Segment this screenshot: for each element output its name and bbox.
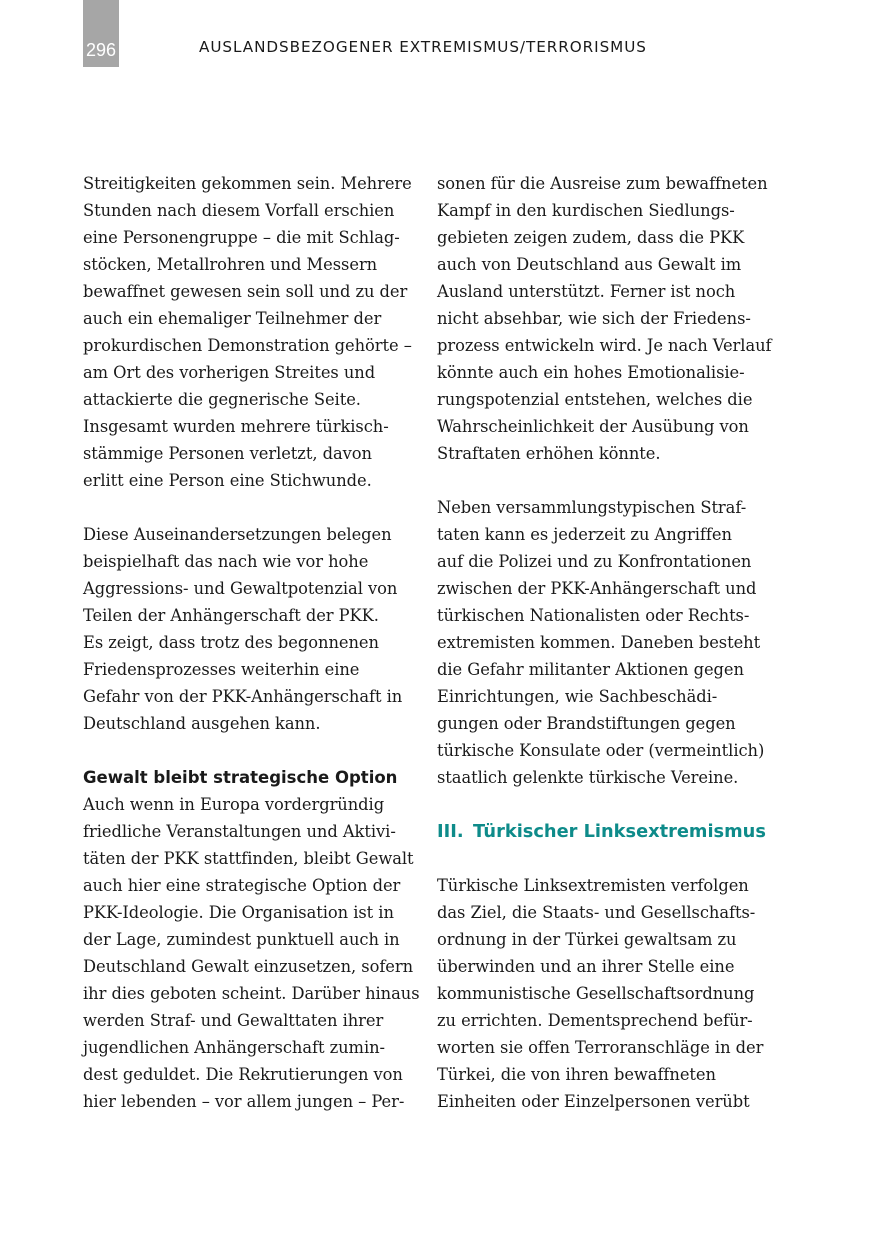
text-line: sonen für die Ausreise zum bewaffneten	[437, 174, 768, 193]
text-line: rungspotenzial entstehen, welches die	[437, 390, 753, 409]
text-line: jugendlichen Anhängerschaft zumin-	[83, 1038, 385, 1057]
text-line: Einheiten oder Einzelpersonen verübt	[437, 1092, 750, 1111]
paragraph	[437, 872, 762, 1115]
text-line: täten der PKK stattfinden, bleibt Gewalt	[83, 849, 414, 868]
text-line: prozess entwickeln wird. Je nach Verlauf	[437, 336, 772, 355]
text-line: staatlich gelenkte türkische Vereine.	[437, 768, 739, 787]
text-line: Diese Auseinandersetzungen belegen	[83, 525, 392, 544]
text-line: Deutschland ausgehen kann.	[83, 714, 321, 733]
text-line: ordnung in der Türkei gewaltsam zu	[437, 930, 737, 949]
text-line: auf die Polizei und zu Konfrontationen	[437, 552, 752, 571]
text-line: Neben versammlungstypischen Straf-	[437, 498, 747, 517]
text-line: Einrichtungen, wie Sachbeschädi-	[437, 687, 718, 706]
paragraph	[83, 791, 420, 1115]
text-line: Auch wenn in Europa vordergründig	[83, 795, 385, 814]
text-line: Friedensprozesses weiterhin eine	[83, 660, 360, 679]
page-number: 296	[85, 40, 117, 60]
text-line: Wahrscheinlichkeit der Ausübung von	[437, 417, 749, 436]
paragraph	[83, 521, 408, 737]
text-line: erlitt eine Person eine Stichwunde.	[83, 471, 372, 490]
text-line: eine Personengruppe – die mit Schlag-	[83, 228, 400, 247]
text-line: auch von Deutschland aus Gewalt im	[437, 255, 742, 274]
left-column	[83, 170, 420, 1115]
text-line: Türkische Linksextremisten verfolgen	[437, 876, 749, 895]
text-line: Deutschland Gewalt einzusetzen, sofern	[83, 957, 414, 976]
paragraph	[437, 494, 765, 791]
text-line: Es zeigt, dass trotz des begonnenen	[83, 633, 379, 652]
text-line: am Ort des vorherigen Streites und	[83, 363, 376, 382]
section-heading	[437, 818, 766, 845]
section-title: Türkischer Linksextremismus	[473, 821, 766, 842]
text-line: friedliche Veranstaltungen und Aktivi-	[83, 822, 396, 841]
text-line: bewaffnet gewesen sein soll und zu der	[83, 282, 408, 301]
text-line: nicht absehbar, wie sich der Friedens-	[437, 309, 751, 328]
text-line: Kampf in den kurdischen Siedlungs-	[437, 201, 735, 220]
text-line: das Ziel, die Staats- und Gesellschafts-	[437, 903, 756, 922]
text-line: Insgesamt wurden mehrere türkisch-	[83, 417, 389, 436]
text-line: attackierte die gegnerische Seite.	[83, 390, 361, 409]
text-line: Aggressions- und Gewaltpotenzial von	[83, 579, 398, 598]
paragraph	[437, 170, 772, 467]
page-number-tab	[83, 0, 119, 67]
text-line: werden Straf- und Gewalttaten ihrer	[83, 1011, 384, 1030]
text-line: beispielhaft das nach wie vor hohe	[83, 552, 369, 571]
paragraph-gap	[83, 737, 408, 764]
running-header: AUSLANDSBEZOGENER EXTREMISMUS/TERRORISMUS	[199, 38, 647, 56]
text-line: gebieten zeigen zudem, dass die PKK	[437, 228, 745, 247]
text-line: Ausland unterstützt. Ferner ist noch	[437, 282, 736, 301]
right-column	[437, 170, 772, 1115]
text-line: dest geduldet. Die Rekrutierungen von	[83, 1065, 403, 1084]
text-line: prokurdischen Demonstration gehörte –	[83, 336, 412, 355]
text-line: die Gefahr militanter Aktionen gegen	[437, 660, 744, 679]
text-line: türkischen Nationalisten oder Rechts-	[437, 606, 750, 625]
text-line: könnte auch ein hohes Emotionalisie-	[437, 363, 745, 382]
text-line: auch hier eine strategische Option der	[83, 876, 401, 895]
text-line: taten kann es jederzeit zu Angriffen	[437, 525, 732, 544]
text-line: Teilen der Anhängerschaft der PKK.	[83, 606, 379, 625]
paragraph-gap	[437, 845, 762, 872]
text-line: kommunistische Gesellschaftsordnung	[437, 984, 755, 1003]
paragraph-gap	[83, 494, 408, 521]
paragraph-gap	[437, 467, 762, 494]
text-line: Streitigkeiten gekommen sein. Mehrere	[83, 174, 412, 193]
subheading: Gewalt bleibt strategische Option	[83, 768, 398, 787]
text-line: stöcken, Metallrohren und Messern	[83, 255, 378, 274]
text-line: auch ein ehemaliger Teilnehmer der	[83, 309, 382, 328]
text-line: ihr dies geboten scheint. Darüber hinaus	[83, 984, 420, 1003]
text-line: extremisten kommen. Daneben besteht	[437, 633, 761, 652]
text-line: zu errichten. Dementsprechend befür-	[437, 1011, 753, 1030]
text-line: Stunden nach diesem Vorfall erschien	[83, 201, 395, 220]
text-line: PKK-Ideologie. Die Organisation ist in	[83, 903, 394, 922]
text-line: der Lage, zumindest punktuell auch in	[83, 930, 400, 949]
text-line: gungen oder Brandstiftungen gegen	[437, 714, 736, 733]
paragraph-gap	[437, 791, 762, 818]
text-line: zwischen der PKK-Anhängerschaft und	[437, 579, 757, 598]
text-line: Türkei, die von ihren bewaffneten	[437, 1065, 716, 1084]
section-number: III.	[437, 821, 464, 842]
text-line: stämmige Personen verletzt, davon	[83, 444, 372, 463]
text-line: hier lebenden – vor allem jungen – Per-	[83, 1092, 405, 1111]
text-line: worten sie offen Terroranschläge in der	[437, 1038, 764, 1057]
text-line: Straftaten erhöhen könnte.	[437, 444, 661, 463]
text-line: türkische Konsulate oder (vermeintlich)	[437, 741, 765, 760]
text-line: überwinden und an ihrer Stelle eine	[437, 957, 735, 976]
paragraph	[83, 170, 412, 494]
text-line: Gefahr von der PKK-Anhängerschaft in	[83, 687, 403, 706]
